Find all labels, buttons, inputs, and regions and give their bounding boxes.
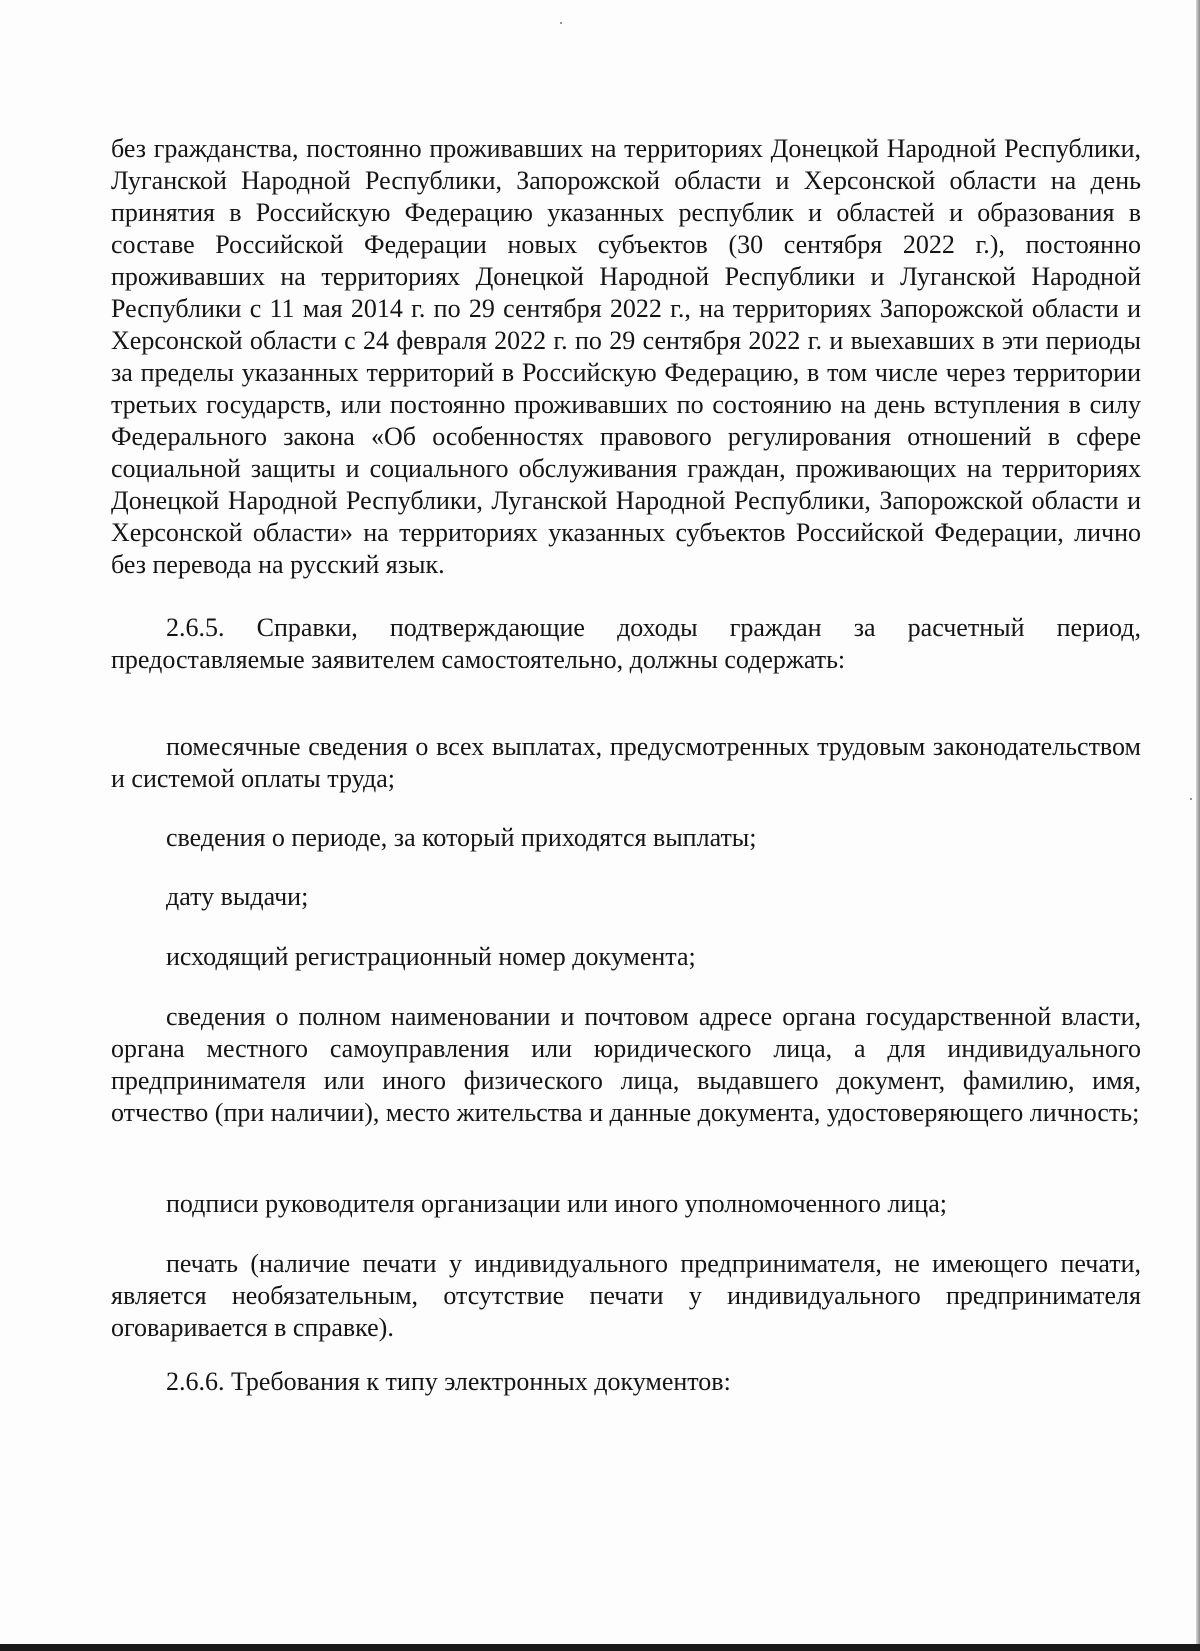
list-item-monthly-payments: помесячные сведения о всех выплатах, предусмотренных трудовым законодательством и системой оплаты труда;: [111, 732, 1141, 793]
scan-right-edge: [1196, 0, 1200, 1651]
scan-speck: [1190, 798, 1192, 800]
paragraph-2-6-5: 2.6.5. Справки, подтверждающие доходы граждан за расчетный период, предоставляемые заявителем самостоятельно, должны содержать:: [111, 613, 1141, 674]
list-item-payment-period: сведения о периоде, за который приходятся выплаты;: [166, 823, 757, 852]
paragraph-continuation: без гражданства, постоянно проживавших на территориях Донецкой Народной Республики, Луганской Народной Республики, Запорожской области и Херсонской области на день принятия в Российскую Федерацию указанных республик и областей и образования в составе Российской Федерации новых субъектов (30 сентября 2022 г.), постоянно проживавших на территориях Донецкой Народной Республики и Луганской Народной Республики с 11 мая 2014 г. по 29 сентября 2022 г., на территориях Запорожской области и Херсонской области с 24 февраля 2022 г. по 29 сентября 2022 г. и выехавших в эти периоды за пределы указанных территорий в Российскую Федерацию, в том числе через территории третьих государств, или постоянно проживавших по состоянию на день вступления в силу Федерального закона «Об особенностях правового регулирования отношений в сфере социальной защиты и социального обслуживания граждан, проживающих на территориях Донецкой Народной Республики, Луганской Народной Республики, Запорожской области и Херсонской области» на территориях указанных субъектов Российской Федерации, лично без перевода на русский язык.: [111, 134, 1141, 579]
scan-bottom-edge: [0, 1644, 1200, 1651]
scan-speck: [560, 22, 562, 24]
list-item-registration-number: исходящий регистрационный номер документа;: [166, 942, 696, 971]
list-item-seal: печать (наличие печати у индивидуального предпринимателя, не имеющего печати, является необязательным, отсутствие печати у индивидуального предпринимателя оговаривается в справке).: [111, 1249, 1141, 1342]
list-item-issuer-details: сведения о полном наименовании и почтовом адресе органа государственной власти, органа местного самоуправления или юридического лица, а для индивидуального предпринимателя или иного физического лица, выдавшего документ, фамилию, имя, отчество (при наличии), место жительства и данные документа, удостоверяющего личность;: [111, 1002, 1141, 1127]
paragraph-2-6-6: 2.6.6. Требования к типу электронных документов:: [166, 1367, 731, 1396]
list-item-issue-date: дату выдачи;: [166, 882, 309, 911]
list-item-signatures: подписи руководителя организации или иного уполномоченного лица;: [166, 1189, 947, 1218]
